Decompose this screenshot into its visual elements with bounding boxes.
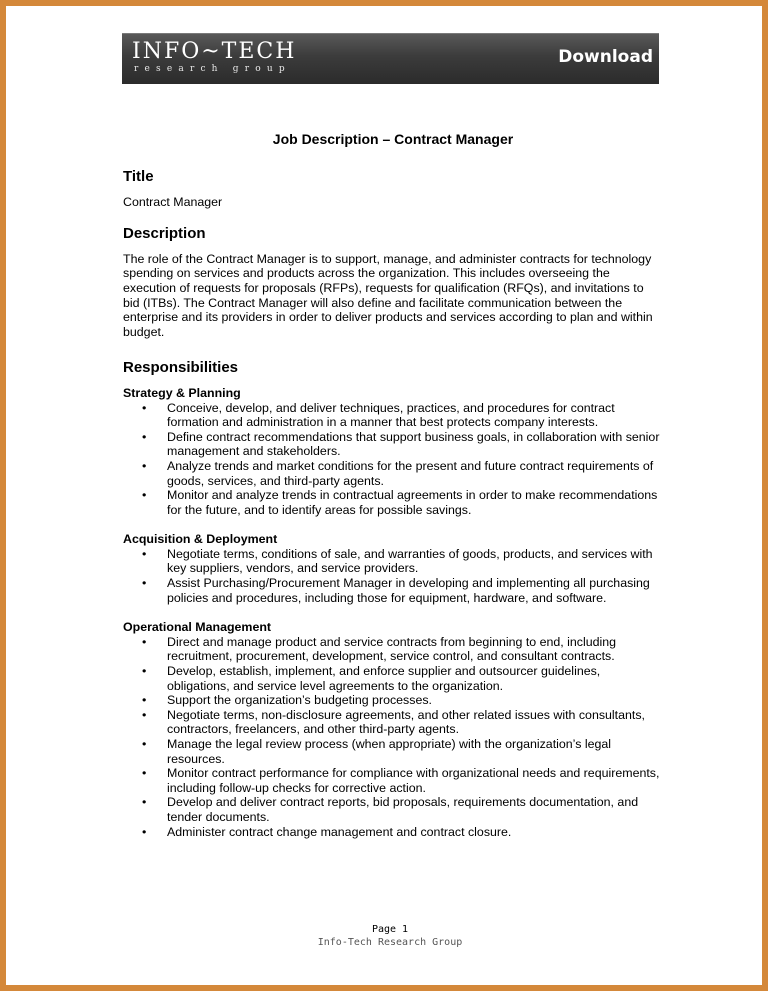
list-item: • Negotiate terms, non-disclosure agreements, and other related issues with consultants, contractors, freelancers, and other third-party agents. — [167, 708, 663, 737]
page-number: Page 1 — [371, 924, 409, 935]
download-button[interactable]: Download — [558, 47, 653, 67]
list-item: • Support the organization’s budgeting processes. — [167, 693, 663, 708]
section-heading-responsibilities: Responsibilities — [123, 359, 239, 377]
document-body — [123, 132, 663, 854]
list-item: • Monitor contract performance for compliance with organizational needs and requirements, including follow-up checks for corrective action. — [167, 766, 663, 795]
footer-org-name: Info-Tech Research Group — [317, 937, 463, 948]
section-heading-title: Title — [123, 168, 154, 185]
page-footer — [6, 923, 768, 949]
list-item: • Administer contract change management and contract closure. — [167, 825, 663, 840]
list-item: • Assist Purchasing/Procurement Manager in developing and implementing all purchasing policies and procedures, including those for equipment, hardware, and software. — [167, 576, 663, 605]
company-logo-tagline: research group — [134, 64, 291, 74]
list-item: • Analyze trends and market conditions for the present and future contract requirements of goods, services, and third-party agents. — [167, 459, 663, 488]
document-title: Job Description – Contract Manager — [272, 131, 514, 147]
list-item: • Monitor and analyze trends in contractual agreements in order to make recommendations for the future, and to identify areas for possible savings. — [167, 488, 663, 517]
group-heading: Operational Management — [123, 620, 272, 635]
job-title-text: Contract Manager — [123, 194, 223, 209]
list-item: • Conceive, develop, and deliver techniques, practices, and procedures for contract formation and administration in a manner that best protects company interests. — [167, 401, 663, 430]
list-item: • Direct and manage product and service contracts from beginning to end, including recruitment, procurement, development, service control, and consultant contracts. — [167, 635, 663, 664]
responsibility-group-acquisition — [123, 532, 663, 605]
list-item: • Manage the legal review process (when appropriate) with the organization’s legal resources. — [167, 737, 663, 766]
bullet-list — [123, 401, 663, 518]
bullet-list — [123, 547, 663, 605]
section-heading-description: Description — [123, 225, 206, 243]
responsibility-group-operational — [123, 620, 663, 839]
group-heading: Strategy & Planning — [123, 385, 241, 400]
company-logo: INFO~TECH — [132, 39, 297, 64]
responsibility-group-strategy — [123, 386, 663, 517]
header-banner — [122, 33, 659, 84]
group-heading: Acquisition & Deployment — [123, 532, 278, 547]
bullet-list — [123, 635, 663, 839]
list-item: • Develop, establish, implement, and enforce supplier and outsourcer guidelines, obligations, and service level agreements to the organization. — [167, 664, 663, 693]
list-item: • Negotiate terms, conditions of sale, and warranties of goods, products, and services with key suppliers, vendors, and service providers. — [167, 547, 663, 576]
list-item: • Develop and deliver contract reports, bid proposals, requirements documentation, and tender documents. — [167, 795, 663, 824]
description-paragraph: The role of the Contract Manager is to support, manage, and administer contracts for technology spending on services and products across the organization. This includes overseeing the execution of requests for proposals (RFPs), requests for qualification (RFQs), and invitations to bid (ITBs). The Contract Manager will also define and facilitate communication between the enterprise and its providers in order to deliver products and services according to plan and within budget. — [123, 251, 653, 339]
list-item: • Define contract recommendations that support business goals, in collaboration with senior management and stakeholders. — [167, 430, 663, 459]
